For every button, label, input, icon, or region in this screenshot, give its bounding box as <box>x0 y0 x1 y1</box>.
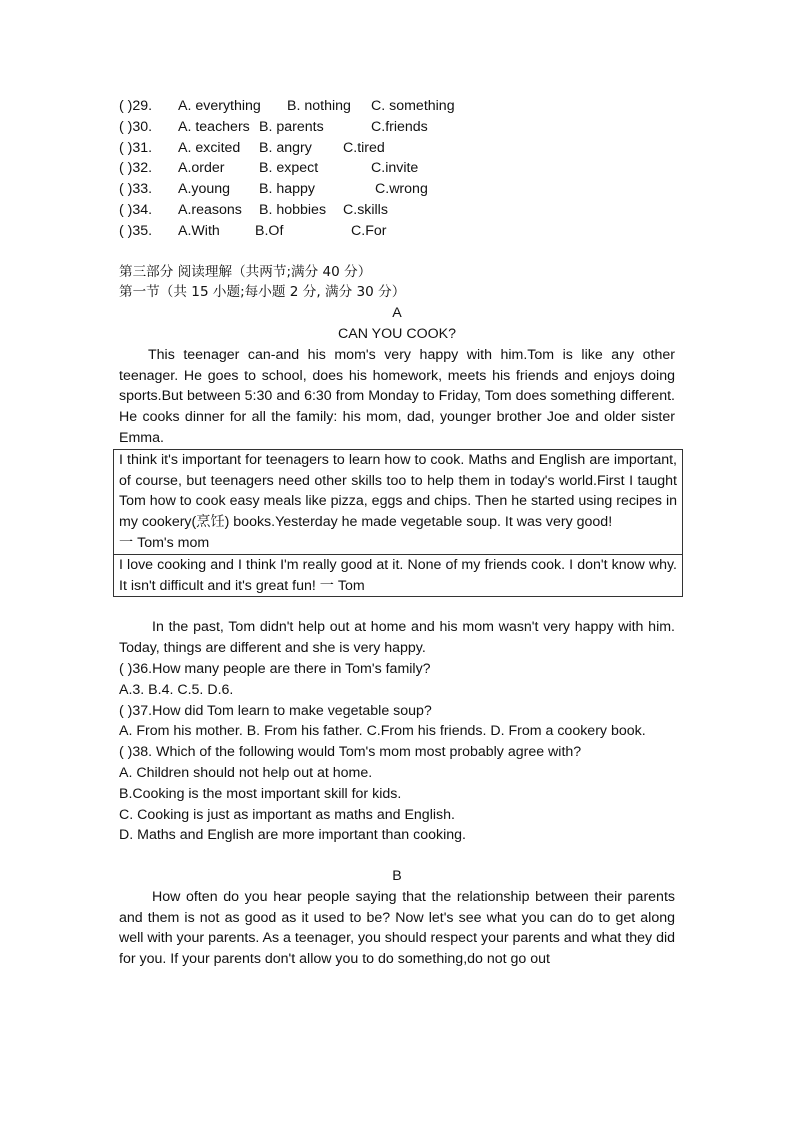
question-number: ( )29. <box>119 98 153 114</box>
option-c: C.For <box>351 222 387 239</box>
passage-title: CAN YOU COOK? <box>338 325 456 342</box>
question-37-options: A. From his mother. B. From his father. C.From his friends. D. From a cookery book. <box>119 723 646 740</box>
quote-mom <box>114 450 682 554</box>
quote-tom <box>114 554 682 597</box>
passage-letter-b: B <box>392 868 402 885</box>
quote-mom-signature: 一 Tom's mom <box>119 534 210 551</box>
quote-box <box>113 449 683 598</box>
cloze-option-row-31 <box>119 138 675 159</box>
cloze-option-row-35 <box>119 221 675 242</box>
passage-a-intro: This teenager can-and his mom's very happy with him.Tom is like any other teenager. He goes to school, does his homework, meets his friends and enjoys doing sports.But between 5:30 and 6:30 from Monday to Friday, Tom does something different. He cooks dinner for all the family: his mom, dad, younger brother Joe and older sister Emma. <box>119 346 675 446</box>
exam-page <box>119 96 675 970</box>
question-37: ( )37.How did Tom learn to make vegetable soup? <box>119 702 432 719</box>
option-a: A. teachers <box>178 118 250 135</box>
question-number: ( )30. <box>119 118 153 135</box>
option-b: B. angry <box>259 139 312 156</box>
option-b: B. expect <box>259 160 319 177</box>
option-b: B. nothing <box>287 98 351 114</box>
question-38-option-d: D. Maths and English are more important than cooking. <box>119 827 466 844</box>
option-a: A. everything <box>178 98 261 114</box>
cloze-option-row-30 <box>119 117 675 138</box>
question-38-option-b: B.Cooking is the most important skill for kids. <box>119 785 402 802</box>
cloze-option-row-33 <box>119 179 675 200</box>
question-38-option-a: A. Children should not help out at home. <box>119 764 373 781</box>
option-c: C.friends <box>371 118 428 135</box>
question-36-options: A.3. B.4. C.5. D.6. <box>119 681 234 698</box>
question-number: ( )35. <box>119 222 153 239</box>
passage-letter-a: A <box>392 305 402 322</box>
option-b: B. parents <box>259 118 324 135</box>
cloze-option-row-34 <box>119 200 675 221</box>
option-c: C.invite <box>371 160 419 177</box>
option-c: C. something <box>371 98 455 114</box>
option-b: B. hobbies <box>259 201 327 218</box>
cloze-options-list <box>119 96 675 242</box>
option-c: C.tired <box>343 139 385 156</box>
section-title: 第三部分 阅读理解（共两节;满分 40 分） <box>119 263 372 280</box>
option-a: A.reasons <box>178 201 242 218</box>
question-38-option-c: C. Cooking is just as important as maths and English. <box>119 806 455 823</box>
cloze-option-row-29 <box>119 96 675 117</box>
option-b: B.Of <box>255 222 284 239</box>
question-38: ( )38. Which of the following would Tom's mom most probably agree with? <box>119 744 582 761</box>
question-number: ( )32. <box>119 160 153 177</box>
section-subtitle: 第一节（共 15 小题;每小题 2 分, 满分 30 分） <box>119 284 406 301</box>
option-b: B. happy <box>259 181 316 198</box>
quote-mom-text: I think it's important for teenagers to learn how to cook. Maths and English are important, of course, but teenagers need other skills too to help them in today's world.First I taught Tom how to cook easy meals like pizza, eggs and chips. Then he started using recipes in my cookery(烹饪) books.Yesterday he made vegetable soup. It was very good! <box>119 451 677 531</box>
option-c: C.skills <box>343 201 388 218</box>
passage-b-text: How often do you hear people saying that the relationship between their parents and them is not as good as it used to be? Now let's see what you can do to get along well with your parents. As a teenager, you should respect your parents and what they did for you. If your parents don't allow you to do something,do not go out <box>119 888 676 968</box>
option-c: C.wrong <box>375 181 428 198</box>
quote-tom-text: I love cooking and I think I'm really good at it. None of my friends cook. I don't know why. It isn't difficult and it's great fun! 一 Tom <box>119 556 677 594</box>
option-a: A. excited <box>178 139 241 156</box>
question-number: ( )34. <box>119 201 153 218</box>
passage-a-outro: In the past, Tom didn't help out at home and his mom wasn't very happy with him. Today, things are different and she is very happy. <box>119 619 675 657</box>
option-a: A.young <box>178 181 231 198</box>
option-a: A.order <box>178 160 225 177</box>
question-number: ( )33. <box>119 181 153 198</box>
option-a: A.With <box>178 222 220 239</box>
question-36: ( )36.How many people are there in Tom's family? <box>119 660 431 677</box>
question-number: ( )31. <box>119 139 153 156</box>
cloze-option-row-32 <box>119 158 675 179</box>
